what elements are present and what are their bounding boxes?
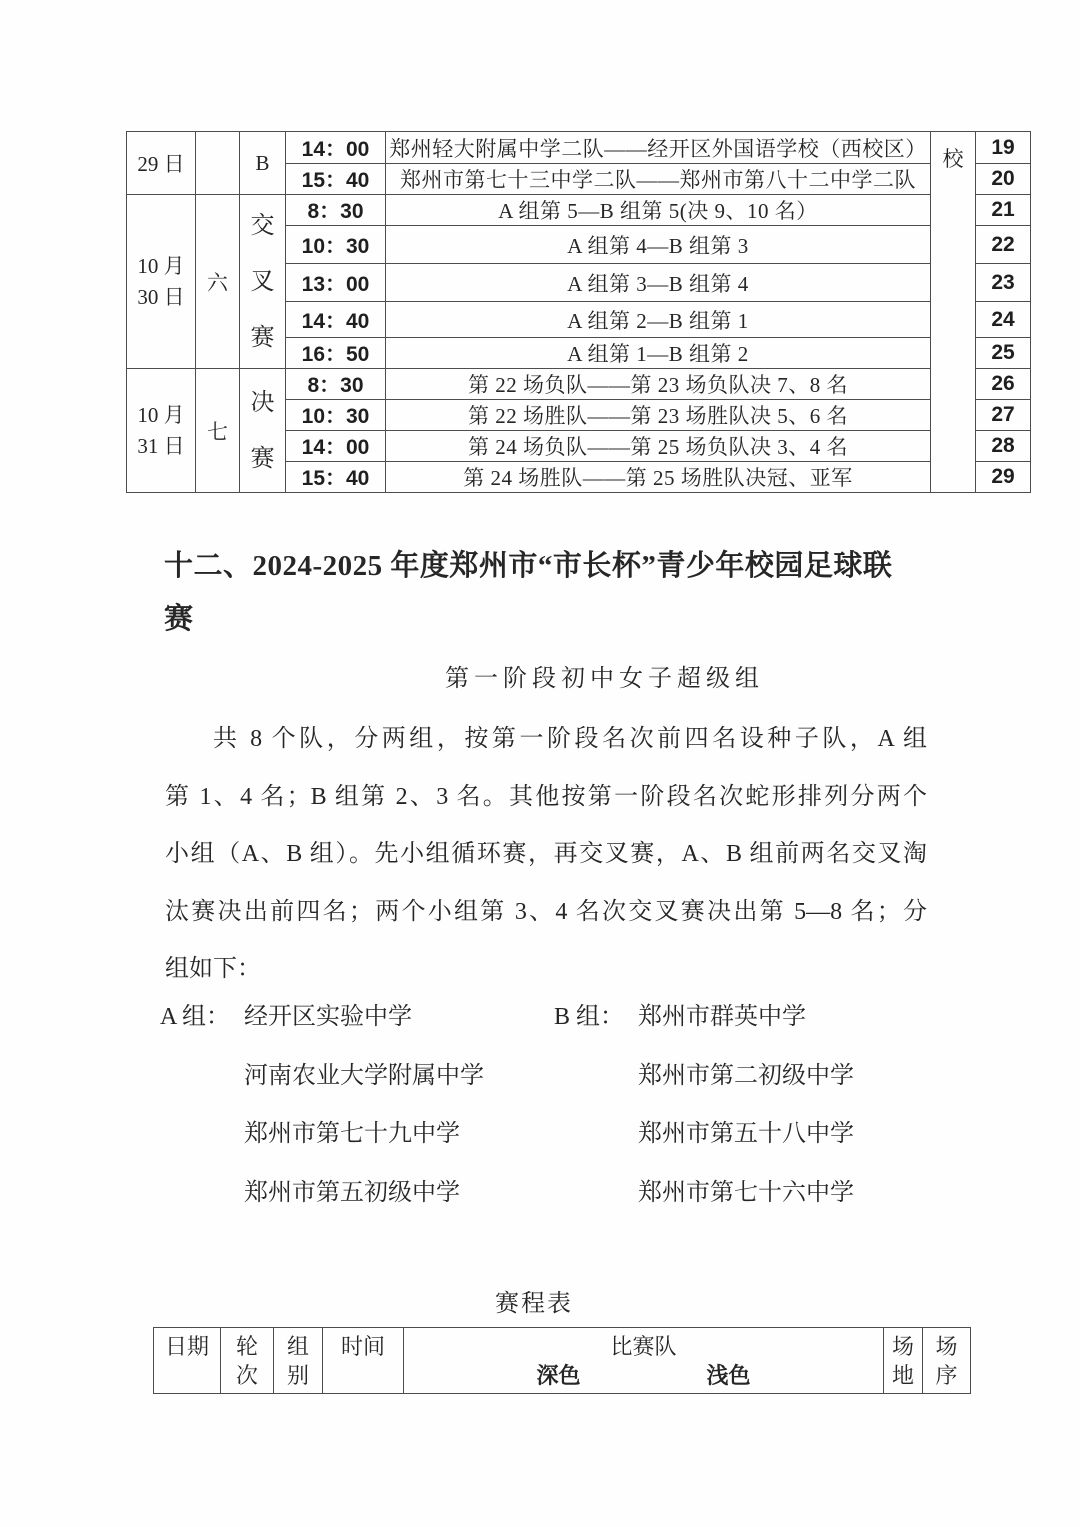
header-order-cell — [923, 1328, 971, 1394]
match-number-cell: 26 — [976, 369, 1031, 400]
header-label: 轮 — [235, 1334, 258, 1359]
group-row — [160, 1047, 960, 1106]
header-label: 日期 — [164, 1334, 209, 1359]
group-row — [160, 1105, 960, 1164]
paragraph-line: 汰赛决出前四名；两个小组第 3、4 名次交叉赛决出第 5—8 名；分 — [165, 898, 927, 925]
header-label: 地 — [891, 1363, 914, 1388]
round-cell: 六 — [196, 195, 240, 369]
group-a-team: 郑州市第五初级中学 — [244, 1179, 460, 1206]
match-cell: A 组第 4—B 组第 3 — [386, 226, 931, 264]
time-cell: 14：00 — [286, 431, 386, 462]
round-cell — [196, 132, 240, 195]
header-label: 场 — [891, 1334, 914, 1359]
paragraph-line: 共 8 个队，分两组，按第一阶段名次前四名设种子队，A 组 — [213, 726, 927, 752]
table-row — [127, 132, 1031, 164]
section-heading-line1: 十二、2024-2025 年度郑州市“市长杯”青少年校园足球联 — [164, 550, 893, 582]
match-schedule-table-wrap — [126, 131, 1031, 493]
date-line: 10 月 — [137, 253, 185, 278]
match-cell: 第 22 场胜队——第 23 场胜队决 5、6 名 — [386, 400, 931, 431]
match-cell: 郑州轻大附属中学二队——经开区外国语学校（西校区） — [386, 132, 931, 164]
match-cell: 第 24 场胜队——第 25 场胜队决冠、亚军 — [386, 462, 931, 493]
date-line: 10 月 — [137, 402, 185, 427]
paragraph-line: 第 1、4 名；B 组第 2、3 名。其他按第一阶段名次蛇形排列分两个 — [165, 783, 927, 810]
schedule-table-header — [153, 1327, 971, 1394]
table-row — [127, 369, 1031, 400]
light-kit-label: 浅色 — [706, 1363, 751, 1388]
date-cell — [127, 195, 196, 369]
date-line: 30 日 — [137, 284, 185, 309]
date-cell: 29 日 — [127, 132, 196, 195]
match-cell: 第 24 场负队——第 25 场负队决 3、4 名 — [386, 431, 931, 462]
group-b-team: 郑州市第七十六中学 — [638, 1179, 854, 1206]
schedule-table-title: 赛程表 — [495, 1291, 573, 1317]
group-b-team: 郑州市第五十八中学 — [638, 1121, 854, 1147]
group-a-label — [160, 1164, 244, 1223]
match-number-cell: 23 — [976, 264, 1031, 302]
teams-subheader — [404, 1361, 883, 1390]
match-number-cell: 25 — [976, 338, 1031, 369]
time-cell: 15：40 — [286, 462, 386, 493]
group-char: 赛 — [250, 324, 275, 351]
date-cell — [127, 369, 196, 493]
group-row — [160, 988, 960, 1047]
group-b-label: B 组： — [554, 1004, 625, 1030]
time-cell: 10：30 — [286, 226, 386, 264]
header-label: 场 — [935, 1334, 958, 1359]
table-row — [127, 195, 1031, 226]
group-row — [160, 1164, 960, 1223]
group-a-label — [160, 1047, 244, 1106]
group-a-team: 河南农业大学附属中学 — [244, 1062, 484, 1089]
header-time-cell — [323, 1328, 404, 1394]
match-cell: A 组第 5—B 组第 5(决 9、10 名） — [386, 195, 931, 226]
group-assignment — [160, 988, 960, 1222]
round-cell: 七 — [196, 369, 240, 493]
header-label: 序 — [935, 1363, 958, 1388]
group-cell — [240, 369, 286, 493]
header-label: 次 — [235, 1363, 258, 1388]
match-number-cell: 29 — [976, 462, 1031, 493]
match-number-cell: 28 — [976, 431, 1031, 462]
header-group-cell — [274, 1328, 323, 1394]
time-cell: 15：40 — [286, 164, 386, 195]
paragraph-line: 小组（A、B 组）。先小组循环赛，再交叉赛，A、B 组前两名交叉淘 — [165, 841, 927, 867]
rules-paragraph — [165, 711, 927, 999]
time-cell: 14：40 — [286, 302, 386, 338]
group-char: 交 — [250, 212, 275, 239]
group-b-label — [554, 1105, 638, 1164]
header-venue-cell — [884, 1328, 923, 1394]
group-b-label — [554, 1047, 638, 1106]
group-char: 决 — [250, 389, 275, 416]
group-char: 赛 — [250, 445, 275, 472]
group-cell: B — [240, 132, 286, 195]
group-cell — [240, 195, 286, 369]
header-round-cell — [221, 1328, 274, 1394]
match-number-cell: 27 — [976, 400, 1031, 431]
match-cell: A 组第 2—B 组第 1 — [386, 302, 931, 338]
header-label: 组 — [286, 1334, 309, 1359]
match-cell: 郑州市第七十三中学二队——郑州市第八十二中学二队 — [386, 164, 931, 195]
header-label: 比赛队 — [610, 1334, 677, 1359]
header-teams-cell — [404, 1328, 884, 1394]
group-a-label: A 组： — [160, 1004, 231, 1030]
match-cell: A 组第 3—B 组第 4 — [386, 264, 931, 302]
header-label: 别 — [286, 1363, 309, 1388]
match-cell: 第 22 场负队——第 23 场负队决 7、8 名 — [386, 369, 931, 400]
match-number-cell: 20 — [976, 164, 1031, 195]
match-cell: A 组第 1—B 组第 2 — [386, 338, 931, 369]
date-line: 31 日 — [137, 433, 185, 458]
time-cell: 10：30 — [286, 400, 386, 431]
group-b-team: 郑州市群英中学 — [638, 1004, 806, 1030]
schedule-table-header-wrap — [153, 1327, 971, 1394]
header-label: 时间 — [340, 1334, 385, 1359]
time-cell: 8：30 — [286, 195, 386, 226]
match-schedule-table — [126, 131, 1031, 493]
paragraph-line: 组如下： — [165, 956, 261, 982]
group-a-label — [160, 1105, 244, 1164]
match-number-cell: 21 — [976, 195, 1031, 226]
match-number-cell: 19 — [976, 132, 1031, 164]
group-a-team: 郑州市第七十九中学 — [244, 1121, 460, 1147]
time-cell: 8：30 — [286, 369, 386, 400]
match-number-cell: 24 — [976, 302, 1031, 338]
group-b-label — [554, 1164, 638, 1223]
match-number-cell: 22 — [976, 226, 1031, 264]
dark-kit-label: 深色 — [536, 1363, 581, 1388]
stage-subheading: 第一阶段初中女子超级组 — [445, 666, 764, 692]
time-cell: 16：50 — [286, 338, 386, 369]
group-char: 叉 — [250, 268, 275, 295]
group-b-team: 郑州市第二初级中学 — [638, 1062, 854, 1089]
time-cell: 14：00 — [286, 132, 386, 164]
time-cell: 13：00 — [286, 264, 386, 302]
group-a-team: 经开区实验中学 — [244, 1004, 412, 1030]
venue-cell: 校 — [931, 132, 976, 493]
table-header-row — [154, 1328, 971, 1394]
header-date-cell — [154, 1328, 221, 1394]
section-heading-line2: 赛 — [164, 603, 194, 635]
